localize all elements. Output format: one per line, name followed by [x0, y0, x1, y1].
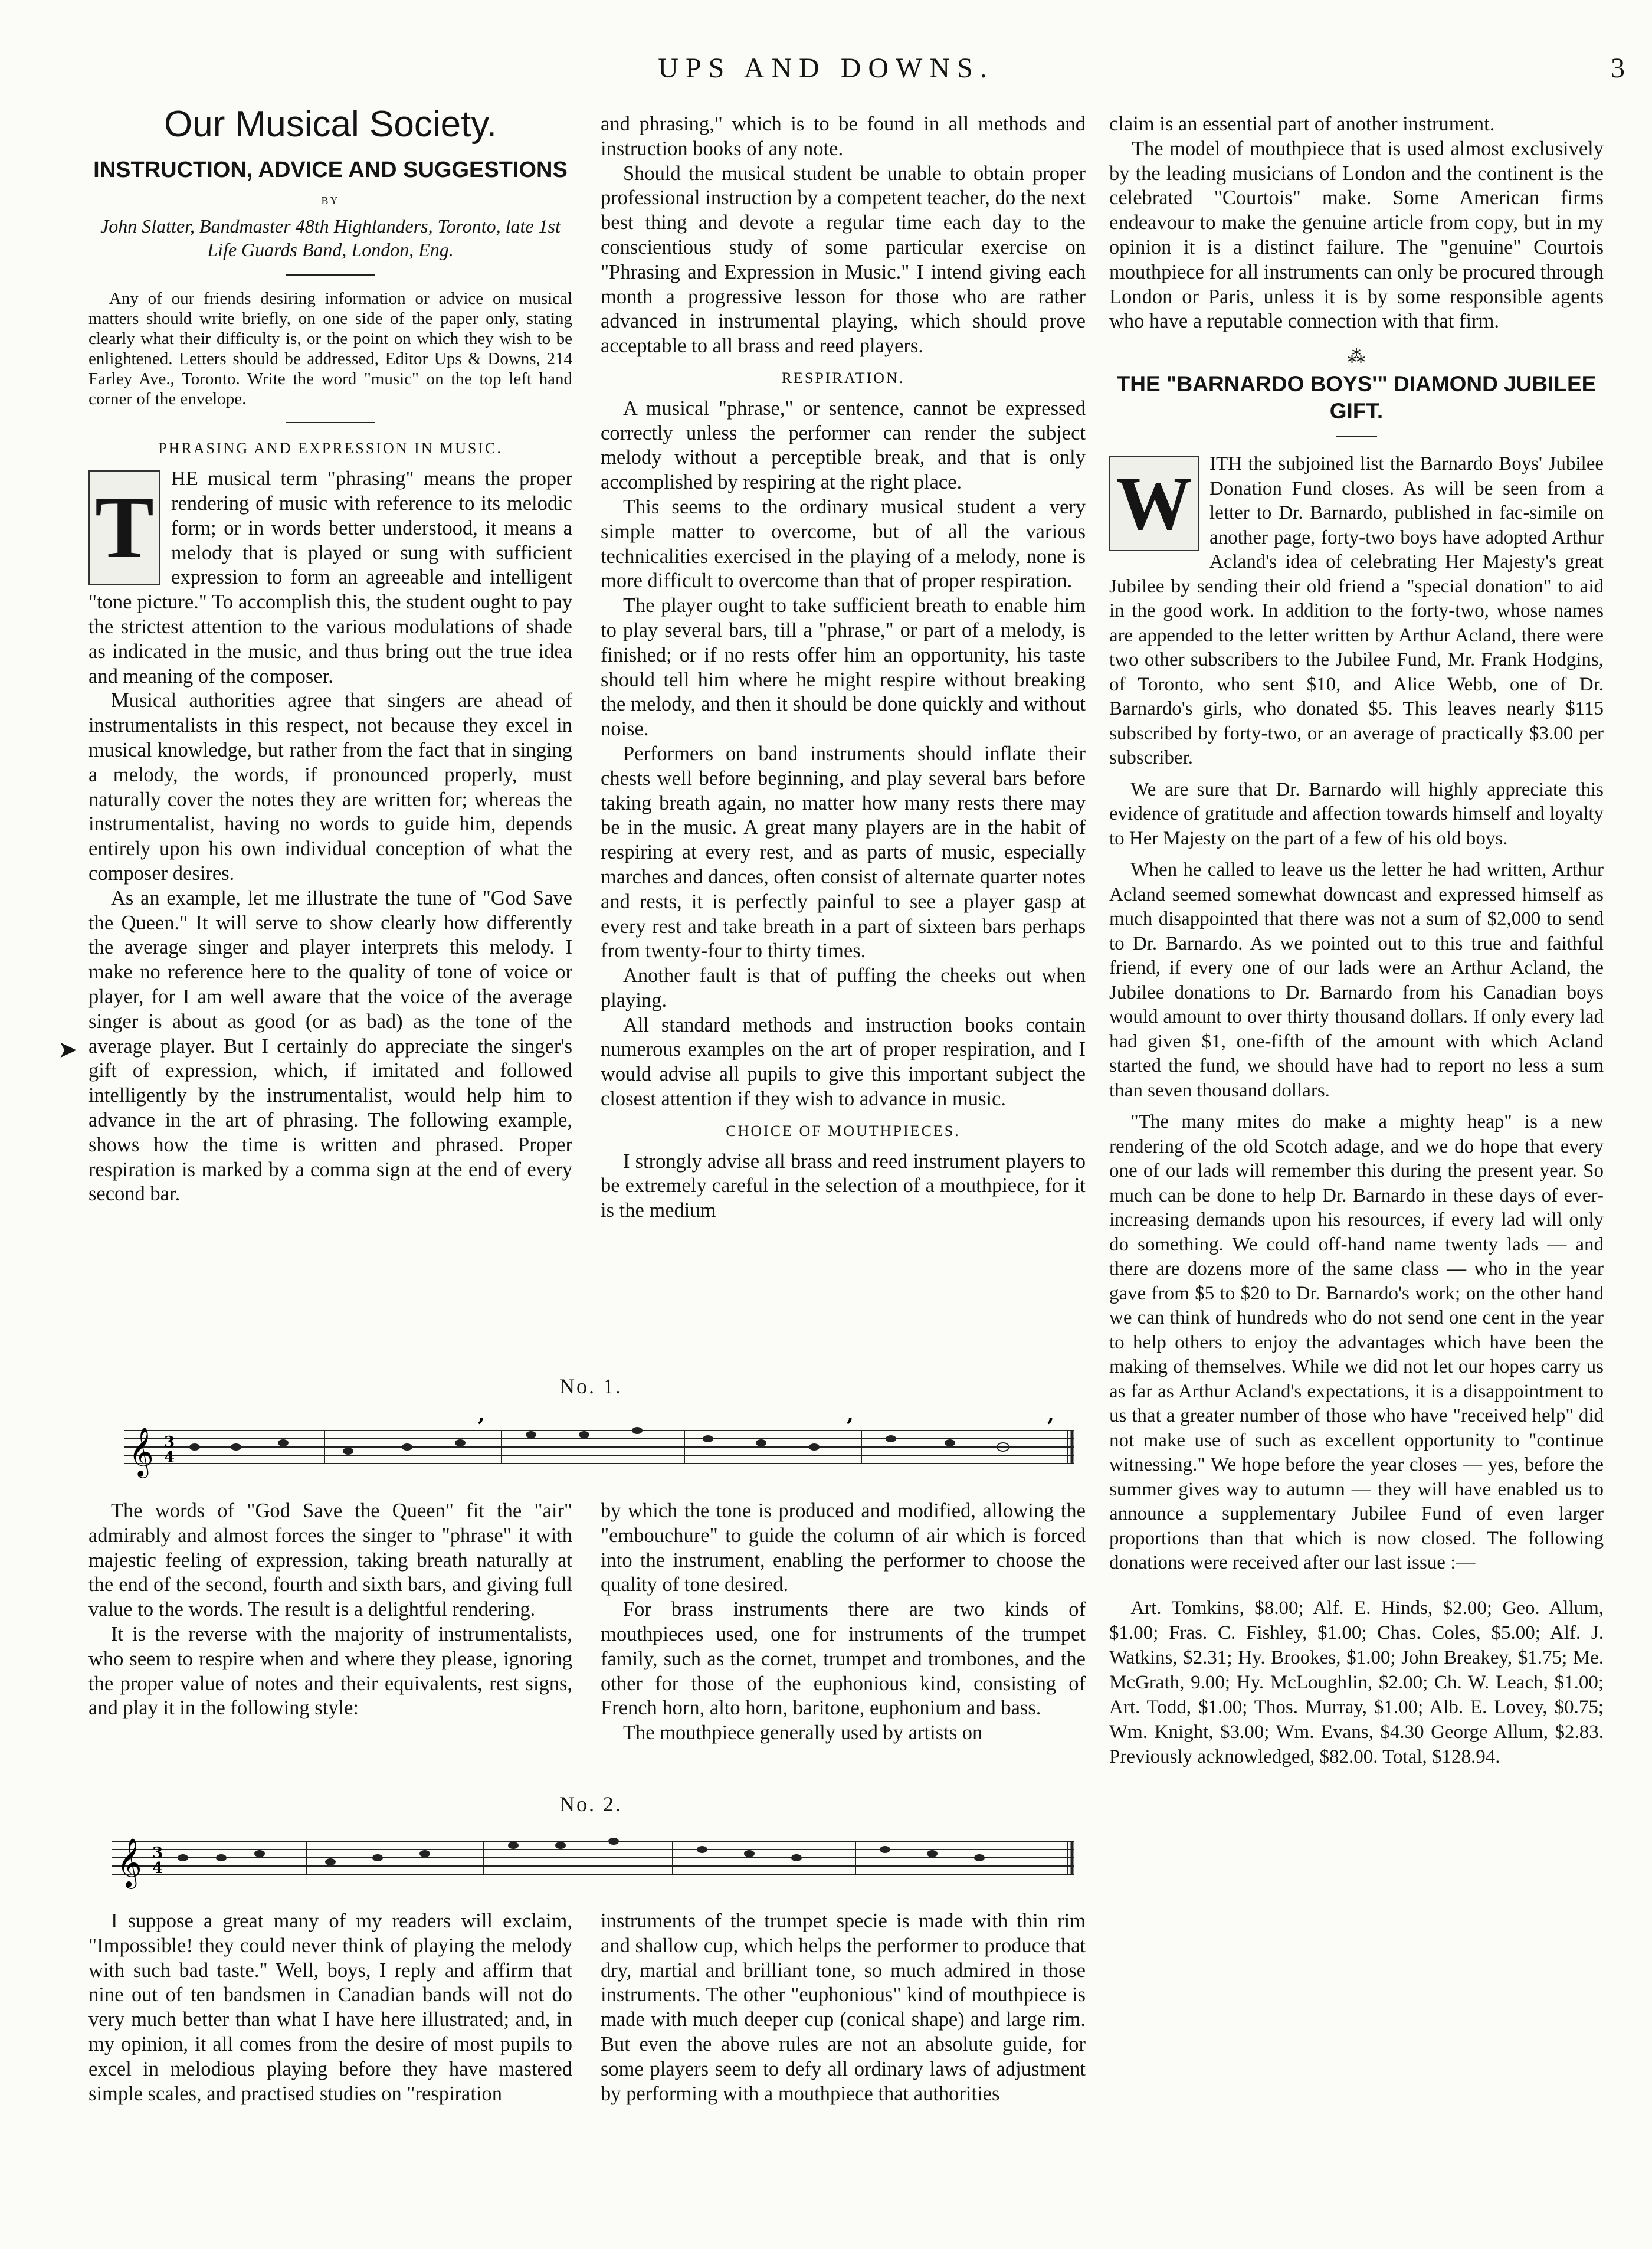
- article-subtitle: INSTRUCTION, ADVICE AND SUGGESTIONS: [93, 157, 568, 182]
- column-1-top: [88, 104, 572, 1207]
- jubilee-title: THE "BARNARDO BOYS'" DIAMOND JUBILEE GIFT.: [1116, 372, 1597, 424]
- paragraph: The mouthpiece generally used by artists on: [622, 1721, 983, 1744]
- editor-notice: Any of our friends desiring information or advice on musical matters should write briefly, on one side of the paper only, stating clearly what their difficulty is, or the point on which they wish to be enlightened. Letters should be addressed, Editor Ups & Downs, 214 Farley Ave., Toronto. Write the word "music" on the top left hand corner of the envelope.: [88, 289, 572, 409]
- paragraph: As an example, let me illustrate the tune of "God Save the Queen." It will serve to show clearly how differently the average singer and player interprets this melody. I make no reference here to the quality of tone of voice or player, for I am well aware that the voice of the average singer is about as good (or as bad) as the tone of the average player. But I certainly do appreciate the singer's gift of expression, which, if imitated and followed intelligently by the instrumentalist, would help him to advance in the art of phrasing. The following example, shows how the time is written and phrased. Proper respiration is marked by a comma sign at the end of every second bar.: [88, 886, 572, 1206]
- paragraph: ITH the subjoined list the Barnardo Boys' Jubilee Donation Fund closes. As will be seen from a letter to Dr. Barnardo, published in fac-simile on another page, forty-two boys have adopted Arthur Acland's idea of celebrating Her Majesty's great Jubilee by sending their old friend a "special donation" to aid in the good work. In addition to the forty-two, whose names are appended to the letter written by Arthur Acland, there were two other subscribers to the Jubilee Fund, Mr. Frank Hodgins, of Toronto, who sent $10, and Alice Webb, one of Dr. Barnardo's girls, who donated $5. This leaves nearly $115 subscribed by forty-two, or an average of practically $3.00 per subscriber.: [1109, 453, 1604, 769]
- svg-text:4: 4: [152, 1860, 163, 1877]
- column-2-bottom: [601, 1909, 1086, 2106]
- column-2-top: [601, 112, 1086, 1223]
- divider: [286, 422, 375, 423]
- donation-list: Art. Tomkins, $8.00; Alf. E. Hinds, $2.00; Geo. Allum, $1.00; Fras. C. Fishley, $1.00; Chas. Coles, $5.00; Alf. J. Watkins, $2.31; Hy. Brookes, $1.00; John Breakey, $1.75; Me. McGrath, 9.00; Hy. McLoughlin, $2.00; Ch. W. Leach, $1.00; Art. Todd, $1.00; Thos. Murray, $1.00; Alb. E. Lovey, $0.75; Wm. Knight, $3.00; Wm. Evans, $4.30 George Allum, $2.83. Previously acknowledged, $82.00. Total, $128.94.: [1109, 1597, 1604, 1767]
- page-header: [0, 52, 1652, 84]
- music-example-2: [112, 1818, 1080, 1900]
- section-heading-phrasing: PHRASING AND EXPRESSION IN MUSIC.: [158, 440, 503, 457]
- paragraph: This seems to the ordinary musical student a very simple matter to overcome, but of all the various technicalities exercised in the playing of a melody, none is more difficult to overcome than that of proper respiration.: [601, 495, 1086, 592]
- paragraph: The player ought to take sufficient breath to enable him to play several bars, till a "phrase," or part of a melody, is finished; or if no rests offer him an opportunity, his taste should tell him where he might respire without breaking the melody, and then it should be done quickly and without noise.: [601, 594, 1086, 741]
- pointing-hand-icon: ➤: [58, 1036, 78, 1063]
- paragraph: The model of mouthpiece that is used almost exclusively by the leading musicians of London and the continent is the celebrated "Courtois" make. Some American firms endeavour to make the genuine article from copy, but in my opinion it is a distinct failure. The "genuine" Courtois mouthpiece for all instruments can only be procured through London or Paris, unless it is by some responsible agents who have a reputable connection with that firm.: [1109, 137, 1604, 333]
- paragraph: For brass instruments there are two kinds of mouthpieces used, one for instruments of the trumpet family, such as the cornet, trumpet and trombones, and the other for those of the euphonious kind, consisting of French horn, alto horn, baritone, euphonium and bass.: [601, 1598, 1086, 1720]
- section-heading-mouthpieces: CHOICE OF MOUTHPIECES.: [726, 1122, 961, 1140]
- article-title: Our Musical Society.: [164, 104, 497, 145]
- column-1-middle: [88, 1499, 572, 1721]
- svg-text:,: ,: [847, 1405, 854, 1426]
- paragraph: It is the reverse with the majority of instrumentalists, who seem to respire when and where they please, ignoring the proper value of notes and their equivalents, rest signs, and play it in the following style:: [88, 1622, 572, 1720]
- svg-text:4: 4: [164, 1449, 175, 1466]
- divider: [1336, 436, 1377, 437]
- music-example-1: [124, 1405, 1080, 1487]
- drop-cap-t: T: [88, 470, 160, 585]
- asterism-ornament: ⁂: [1348, 347, 1365, 367]
- svg-text:3: 3: [152, 1844, 163, 1862]
- column-1-bottom: [88, 1909, 572, 2106]
- drop-cap-w: W: [1109, 456, 1199, 551]
- by-label: BY: [321, 194, 340, 207]
- paragraph: We are sure that Dr. Barnardo will highly appreciate this evidence of gratitude and affection towards himself and loyalty to Her Majesty on the part of a few of his old boys.: [1109, 778, 1604, 849]
- paragraph: Musical authorities agree that singers are ahead of instrumentalists in this respect, not because they excel in musical knowledge, but rather from the fact that in singing a melody, the words, if pronounced properly, must naturally cover the notes they are written for; whereas the instrumentalist, having no words to guide him, depends entirely upon his own individual conception of what the composer desires.: [88, 689, 572, 885]
- paragraph: All standard methods and instruction books contain numerous examples on the art of proper respiration, and I would advise all pupils to give this important subject the closest attention if they wish to advance in music.: [601, 1013, 1086, 1111]
- example-label: No. 2.: [559, 1792, 622, 1816]
- section-heading-respiration: RESPIRATION.: [781, 369, 905, 387]
- svg-text:𝄞: 𝄞: [117, 1837, 142, 1887]
- paragraph: Another fault is that of puffing the cheeks out when playing.: [601, 964, 1086, 1011]
- paragraph: by which the tone is produced and modified, allowing the "embouchure" to guide the column of air which is forced into the instrument, enabling the performer to choose the quality of tone desired.: [601, 1500, 1086, 1596]
- running-title: UPS AND DOWNS.: [658, 53, 994, 84]
- paragraph: The words of "God Save the Queen" fit the "air" admirably and almost forces the singer to "phrase" it with majestic feeling of expression, taking breath naturally at the end of the second, fourth and sixth bars, and giving full value to the words. The result is a delightful rendering.: [88, 1500, 572, 1621]
- jubilee-body: [1109, 452, 1604, 1769]
- paragraph: I strongly advise all brass and reed instrument players to be extremely careful in the selection of a mouthpiece, for it is the medium: [601, 1150, 1086, 1222]
- paragraph: When he called to leave us the letter he had written, Arthur Acland seemed somewhat downcast and expressed himself as much disappointed that there was not a sum of $2,000 to send to Dr. Barnardo. As we pointed out to this true and faithful friend, if every one of our lads were an Arthur Acland, the Jubilee donations to Dr. Barnardo from his Canadian boys would amount to over thirty thousand dollars. If only every lad had given $1, one-fifth of the amount with which Acland started the fund, we should have had to report no less a sum than seven thousand dollars.: [1109, 859, 1604, 1101]
- svg-text:𝄞: 𝄞: [129, 1426, 154, 1476]
- page-number: 3: [1611, 53, 1625, 84]
- svg-text:,: ,: [478, 1405, 485, 1426]
- paragraph: Performers on band instruments should inflate their chests well before beginning, and play several bars before taking breath again, no matter how many rests there may be in the music. A great many players are in the habit of respiring at every rest, and as parts of music, especially marches and dances, often consist of alternate quarter notes and rests, it is perfectly painful to see a player gasp at every rest and take breath in a part of sixteen bars perhaps from twenty-four to thirty times.: [601, 742, 1086, 963]
- column-3: [1109, 112, 1604, 1769]
- paragraph: "The many mites do make a mighty heap" is a new rendering of the old Scotch adage, and we do hope that every one of our lads will remember this during the present year. So much can be done to help Dr. Barnardo in these days of ever-increasing demands upon his resources, if every lad will only do something. We could off-hand name twenty lads — and there are dozens more of the same class — who in the year gave from $5 to $20 to Dr. Barnardo's work; on the other hand we can think of hundreds who do not send one cent in the year to help others to enjoy the advantages which have been the making of themselves. While we did not let our hopes carry us as far as Arthur Acland's expectations, it is a disappointment to us that a greater number of those who have "received help" did not make use of such as excellent opportunity to "continue witnessing." We hope before the year closes — yes, before the summer gives way to autumn — they will have enabled us to announce a supplementary Jubilee Fund of even larger proportions than that which is now closed. The following donations were received after our last issue :—: [1109, 1111, 1604, 1574]
- column-2-middle: [601, 1499, 1086, 1746]
- paragraph: I suppose a great many of my readers will exclaim, "Impossible! they could never think of playing the melody with such bad taste." Well, boys, I reply and affirm that nine out of ten bandsmen in Canadian bands will not do very much better than what I have here illustrated; and, in my opinion, it all comes from the desire of most pupils to excel in melodious playing before they have mastered simple scales, and practised studies on "respiration: [88, 1910, 572, 2105]
- paragraph: Should the musical student be unable to obtain proper professional instruction by a competent teacher, do the next best thing and devote a regular time each day to the conscientious study of some particular exercise on "Phrasing and Expression in Music." I intend giving each month a progressive lesson for those who are rather advanced in instrumental playing, which should prove acceptable to all brass and reed players.: [601, 162, 1086, 358]
- paragraph: HE musical term "phrasing" means the proper rendering of music with reference to its melodic form; or in words better understood, it means a melody that is played or sung with sufficient expression to form an agreeable and intelligent "tone picture." To accomplish this, the student ought to pay the strictest attention to the various modulations of shade as indicated in the music, and thus bring out the true idea and meaning of the composer.: [88, 467, 572, 688]
- svg-text:3: 3: [164, 1433, 175, 1451]
- paragraph: claim is an essential part of another instrument.: [1109, 113, 1495, 135]
- example-label: No. 1.: [559, 1374, 622, 1398]
- divider: [286, 274, 375, 276]
- paragraph: and phrasing," which is to be found in all methods and instruction books of any note.: [601, 113, 1086, 160]
- svg-text:,: ,: [1047, 1405, 1054, 1426]
- paragraph: instruments of the trumpet specie is made with thin rim and shallow cup, which helps the performer to produce that dry, martial and brilliant tone, so much admired in those instruments. The other "euphonious" kind of mouthpiece is made with much deeper cup (conical shape) and large rim. But even the above rules are not an absolute guide, for some players seem to defy all ordinary laws of adjustment by performing with a mouthpiece that authorities: [601, 1910, 1086, 2105]
- author-byline: John Slatter, Bandmaster 48th Highlanders, Toronto, late 1st Life Guards Band, London, Eng.: [100, 215, 560, 261]
- paragraph: A musical "phrase," or sentence, cannot be expressed correctly unless the performer can render the subject melody without a perceptible break, and that is only accomplished by respiring at the right place.: [601, 397, 1086, 494]
